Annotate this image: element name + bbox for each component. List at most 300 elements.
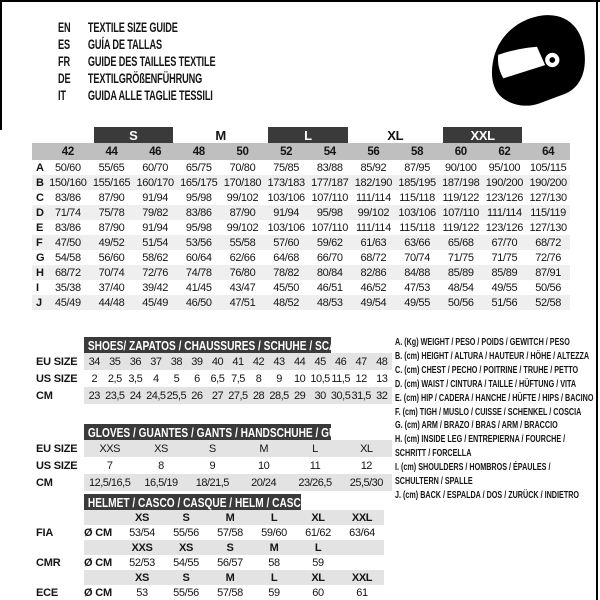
- size-column-header: 62: [483, 143, 527, 160]
- size-column-header: 44: [90, 143, 134, 160]
- measure-value: 95/98: [185, 191, 212, 204]
- size-value: 6: [194, 372, 200, 385]
- size-value: 11: [309, 459, 321, 472]
- legend-line: B. (cm) HEIGHT / ALTURA / HAUTEUR / HÖHE / ALTEZZA: [395, 350, 590, 362]
- measure-value: 111/114: [483, 205, 527, 220]
- legend-line: E. (cm) HIP / CADERA / HANCHE / HÜFTE / HIPS / BACINO: [395, 392, 594, 404]
- measure-value: 91/94: [142, 221, 169, 234]
- measure-value: 56/60: [98, 251, 125, 264]
- language-title: TEXTILE SIZE GUIDE: [87, 20, 178, 35]
- measure-value: 111/114: [355, 191, 391, 204]
- measure-value: 83/86: [54, 191, 81, 204]
- size-value: 8: [158, 459, 164, 472]
- size-value: 24: [125, 387, 146, 404]
- size-value: 37: [146, 353, 167, 370]
- legend-line: I. (cm) SHOULDERS / HOMBROS / ÉPAULES /: [395, 462, 551, 474]
- helmet-size-label: S: [164, 510, 208, 525]
- measure-value: 90/100: [444, 161, 477, 174]
- measure-value: 75/85: [273, 161, 299, 174]
- measure-value: 155/165: [90, 175, 134, 190]
- size-group-M: M: [215, 127, 226, 143]
- helmet-section-title-text: HELMET / CASCO / CASQUE / HELM / CASCO: [87, 495, 309, 510]
- measure-value: 47/53: [404, 281, 430, 294]
- helmet-size-label: S: [164, 570, 208, 585]
- measure-value: 87/95: [404, 161, 430, 174]
- size-row-cm: [32, 387, 392, 404]
- language-row: [58, 87, 215, 104]
- size-value: 12,5/16,5: [84, 474, 135, 491]
- measure-row-B: [32, 175, 570, 190]
- size-column-header: 56: [352, 143, 396, 160]
- measure-row-label: C: [36, 191, 44, 204]
- measure-value: 173/183: [264, 175, 308, 190]
- measure-value: 190/200: [526, 175, 570, 190]
- helmet-size-value: 53: [136, 586, 148, 599]
- size-value: 27,5: [228, 387, 249, 404]
- measure-row-label: G: [36, 251, 45, 264]
- size-column-header: 50: [221, 143, 265, 160]
- measure-value: 50/56: [535, 281, 561, 294]
- measure-value: 51/54: [133, 235, 177, 250]
- measure-value: 70/74: [404, 251, 430, 264]
- size-value: 9: [209, 459, 216, 472]
- measure-value: 119/122: [442, 191, 479, 204]
- shoes-size-table: [32, 353, 392, 404]
- measure-value: 115/118: [399, 191, 435, 204]
- measure-value: 103/106: [395, 205, 439, 220]
- size-value: XXS: [84, 440, 135, 457]
- language-title: TEXTILGRÖßENFÜHRUNG: [87, 71, 203, 86]
- size-value: 7: [106, 459, 113, 472]
- measure-value: 58/62: [142, 251, 169, 264]
- measure-value: 105/115: [529, 161, 567, 174]
- measure-value: 119/122: [442, 221, 479, 234]
- size-value: 2: [91, 372, 98, 385]
- gloves-section-title: [84, 424, 361, 440]
- measure-value: 127/130: [529, 221, 567, 234]
- size-value: 31,5: [351, 387, 372, 404]
- measure-value: 68/72: [360, 251, 387, 264]
- legend-line: J. (cm) BACK / ESPALDA / DOS / ZURÜCK / INDIETRO: [395, 489, 580, 501]
- measure-value: 160/170: [133, 175, 177, 190]
- measure-row-I: [32, 280, 570, 295]
- helmet-size-value: 60: [312, 586, 324, 599]
- size-value: 5: [173, 372, 180, 385]
- measure-value: 54/58: [54, 251, 81, 264]
- language-code: DE: [58, 71, 71, 86]
- language-row: [58, 19, 215, 36]
- measure-value: 65/68: [439, 235, 483, 250]
- size-value: 25,5/30: [341, 474, 392, 491]
- measure-value: 79/82: [133, 205, 177, 220]
- measure-value: 78/82: [264, 265, 308, 280]
- measure-value: 107/110: [311, 221, 349, 234]
- size-column-header: 54: [308, 143, 352, 160]
- legend-line: A. (Kg) WEIGHT / PESO / POIDS / GEWITCH / PESO: [395, 337, 570, 348]
- measure-value: 87/90: [98, 221, 125, 234]
- helmet-size-value: 55/56: [173, 526, 199, 539]
- measure-value: 111/114: [355, 221, 391, 234]
- measure-value: 37/40: [98, 281, 125, 294]
- size-value: 48: [371, 353, 392, 370]
- measure-value: 51/56: [483, 295, 527, 310]
- helmet-org-label: ECE: [36, 586, 59, 599]
- size-row-eu-size: [32, 353, 392, 370]
- shoes-section-title: [84, 337, 358, 353]
- helmet-size-value: 57/58: [217, 526, 243, 539]
- size-column-header: 48: [177, 143, 221, 160]
- helmet-size-label: M: [208, 510, 252, 525]
- helmet-size-label: XXS: [120, 540, 164, 555]
- size-value: 8: [255, 372, 262, 385]
- measure-row-label: J: [32, 295, 46, 310]
- size-value: 13: [376, 372, 388, 385]
- measure-value: 43/47: [229, 281, 256, 294]
- measure-value: 45/49: [133, 295, 177, 310]
- size-value: 36: [125, 353, 146, 370]
- gloves-size-table: [32, 440, 392, 491]
- measure-value: 115/118: [399, 221, 435, 234]
- measure-value: 46/51: [316, 281, 343, 294]
- size-value: 28,5: [269, 387, 290, 404]
- frame-border-left: [0, 0, 2, 130]
- measure-value: 123/126: [485, 191, 524, 204]
- size-value: 43: [269, 353, 290, 370]
- measure-value: 187/198: [439, 175, 483, 190]
- size-group-L: L: [264, 127, 351, 143]
- helmet-size-value: 59: [268, 586, 280, 599]
- helmet-icon: [487, 13, 589, 107]
- measure-value: 74/78: [177, 265, 221, 280]
- helmet-value-row-ECE: [32, 585, 384, 600]
- size-value: 12: [355, 372, 367, 385]
- size-value: 24,5: [146, 387, 167, 404]
- measure-value: 48/52: [264, 295, 308, 310]
- numeric-size-row: [32, 143, 570, 160]
- helmet-size-table: [32, 510, 384, 600]
- measure-row-label: F: [32, 235, 46, 250]
- size-group-header-row: [32, 127, 570, 143]
- textile-size-table: [32, 127, 570, 310]
- size-value: 9: [276, 372, 282, 385]
- helmet-size-value: [340, 555, 384, 570]
- helmet-value-row-FIA: [32, 525, 384, 540]
- helmet-size-label: S: [208, 540, 252, 555]
- size-value: XL: [341, 440, 392, 457]
- measure-value: 46/50: [177, 295, 221, 310]
- size-value: 28: [248, 387, 269, 404]
- size-value: 10,5: [310, 372, 330, 385]
- measure-value: 49/52: [90, 235, 134, 250]
- measure-value: 182/190: [352, 175, 396, 190]
- measure-value: 44/48: [90, 295, 134, 310]
- size-value: 40: [207, 353, 228, 370]
- size-value: 11,5: [331, 372, 350, 385]
- helmet-size-value: 57/58: [217, 586, 243, 599]
- measure-row-G: [32, 250, 570, 265]
- size-row-label: CM: [32, 387, 84, 404]
- helmet-size-value: 58: [268, 556, 280, 569]
- size-row-label: CM: [32, 474, 84, 491]
- measure-value: 75/78: [90, 205, 134, 220]
- measure-value: 127/130: [529, 191, 567, 204]
- language-row: [58, 70, 215, 87]
- measure-value: 170/180: [221, 175, 265, 190]
- measure-value: 99/102: [352, 205, 396, 220]
- measure-value: 48/53: [308, 295, 352, 310]
- helmet-size-label: XXL: [340, 510, 384, 525]
- measure-value: 107/110: [439, 205, 483, 220]
- measure-value: 63/66: [395, 235, 439, 250]
- measure-value: 49/55: [491, 281, 518, 294]
- size-column-header: 52: [264, 143, 308, 160]
- helmet-unit-label: Ø CM: [84, 556, 112, 569]
- size-value: 38: [166, 353, 187, 370]
- helmet-size-value: 61/62: [305, 526, 331, 539]
- helmet-org-label: FIA: [36, 526, 54, 539]
- measure-value: 46/52: [360, 281, 387, 294]
- size-row-label: EU SIZE: [32, 353, 84, 370]
- measure-row-E: [32, 220, 570, 235]
- measure-value: 47/50: [46, 235, 90, 250]
- language-title: GUIDE DES TAILLES TEXTILE: [87, 54, 216, 69]
- size-value: 10: [258, 459, 270, 472]
- measure-row-label: A: [36, 161, 44, 174]
- measure-value: 103/106: [267, 221, 305, 234]
- size-value: 42: [248, 353, 269, 370]
- measure-value: 35/38: [54, 281, 81, 294]
- measure-value: 87/90: [221, 205, 265, 220]
- helmet-size-value: 53/54: [129, 526, 155, 539]
- helmet-size-value: 59/60: [261, 526, 287, 539]
- helmet-size-row-ECE: [32, 570, 384, 585]
- size-column-header: 42: [46, 143, 90, 160]
- measure-value: 60/70: [142, 161, 169, 174]
- size-value: 47: [351, 353, 372, 370]
- measure-value: 123/126: [485, 221, 524, 234]
- legend-line: C. (cm) CHEST / PECHO / POITRINE / TRUHE / PETTO: [395, 364, 579, 376]
- measure-value: 70/74: [90, 265, 134, 280]
- helmet-size-label: L: [252, 510, 296, 525]
- measure-value: 165/175: [177, 175, 221, 190]
- measure-value: 48/54: [447, 281, 474, 294]
- helmet-unit-label: Ø CM: [84, 526, 112, 539]
- size-value: 35: [105, 353, 126, 370]
- helmet-size-value: 52/53: [129, 556, 155, 569]
- helmet-size-value: 56/57: [217, 556, 243, 569]
- size-value: 44: [289, 353, 310, 370]
- size-group-XXL: XXL: [439, 127, 526, 143]
- measure-value: 64/68: [273, 251, 299, 264]
- size-column-header: 58: [395, 143, 439, 160]
- measure-value: 99/102: [226, 191, 259, 204]
- size-row-cm: [32, 474, 392, 491]
- measure-value: 190/200: [483, 175, 527, 190]
- language-title-list: [58, 19, 215, 104]
- size-value: 34: [84, 353, 105, 370]
- shoes-section-title-text: SHOES/ ZAPATOS / CHAUSSURES / SCHUHE / SCARPE: [87, 338, 358, 353]
- size-value: 12: [360, 459, 372, 472]
- measure-row-label: B: [32, 175, 46, 190]
- measure-value: 84/88: [395, 265, 439, 280]
- legend-line: D. (cm) WAIST / CINTURA / TAILLE / HÜFTUNG / VITA: [395, 378, 577, 390]
- measure-value: 45/50: [273, 281, 299, 294]
- legend-line: SCHULTERN / SPALLE: [395, 476, 473, 488]
- size-row-label: US SIZE: [36, 372, 78, 385]
- helmet-size-row-CMR: [32, 540, 384, 555]
- size-value: 26: [187, 387, 208, 404]
- size-row-us-size: [32, 370, 392, 387]
- language-code: FR: [58, 54, 70, 69]
- measure-value: 70/80: [229, 161, 256, 174]
- measure-row-J: [32, 295, 570, 310]
- helmet-size-label: XL: [296, 570, 340, 585]
- measurement-legend: [395, 336, 600, 503]
- size-group-S: S: [90, 127, 177, 143]
- measure-value: 68/72: [46, 265, 90, 280]
- measure-value: 72/76: [535, 251, 561, 264]
- size-value: 41: [228, 353, 249, 370]
- measure-value: 60/64: [185, 251, 212, 264]
- measure-value: 82/86: [352, 265, 396, 280]
- measure-value: 66/70: [316, 251, 343, 264]
- size-value: 39: [187, 353, 208, 370]
- size-value: 29: [289, 387, 310, 404]
- measure-value: 76/80: [221, 265, 265, 280]
- size-value: 23: [84, 387, 105, 404]
- measure-value: 61/63: [352, 235, 396, 250]
- size-value: 46: [330, 353, 351, 370]
- helmet-size-label: M: [208, 570, 252, 585]
- helmet-size-label: XXL: [340, 570, 384, 585]
- measure-value: 87/90: [98, 191, 125, 204]
- measure-value: 115/119: [526, 205, 570, 220]
- measure-value: 49/55: [395, 295, 439, 310]
- measure-value: 59/62: [308, 235, 352, 250]
- measure-value: 107/110: [311, 191, 349, 204]
- helmet-unit-label: Ø CM: [84, 586, 112, 599]
- measure-value: 95/98: [185, 221, 212, 234]
- measure-row-C: [32, 190, 570, 205]
- measure-value: 85/89: [483, 265, 527, 280]
- measure-row-A: [32, 160, 570, 175]
- measure-row-label: I: [36, 281, 39, 294]
- legend-line: SCHRITT / FORCELLA: [395, 448, 472, 460]
- measure-value: 91/94: [264, 205, 308, 220]
- language-title: GUÍA DE TALLAS: [87, 37, 163, 52]
- measure-value: 103/106: [267, 191, 305, 204]
- size-column-header: 64: [526, 143, 570, 160]
- measure-value: 71/75: [447, 251, 474, 264]
- size-value: 45: [310, 353, 331, 370]
- size-value: 23/26,5: [289, 474, 340, 491]
- measure-value: 41/45: [185, 281, 212, 294]
- measure-value: 177/187: [308, 175, 352, 190]
- size-value: S: [187, 440, 238, 457]
- measure-row-F: [32, 235, 570, 250]
- size-value: 10: [293, 372, 306, 385]
- measure-value: 87/91: [526, 265, 570, 280]
- size-value: 4: [153, 372, 159, 385]
- helmet-size-label: XS: [120, 510, 164, 525]
- size-value: 3,5: [128, 372, 143, 385]
- measure-value: 49/54: [352, 295, 396, 310]
- helmet-size-value: 61: [356, 586, 368, 599]
- measure-value: 150/160: [46, 175, 90, 190]
- size-value: XS: [135, 440, 186, 457]
- measure-value: 67/70: [483, 235, 527, 250]
- frame-border-top: [0, 0, 600, 2]
- measure-value: 39/42: [142, 281, 169, 294]
- helmet-size-label: XL: [296, 510, 340, 525]
- measure-value: 71/75: [491, 251, 518, 264]
- helmet-size-label: M: [252, 540, 296, 555]
- measure-value: 55/65: [98, 161, 125, 174]
- measure-value: 55/58: [221, 235, 265, 250]
- size-value: M: [238, 440, 289, 457]
- helmet-size-value: 55/56: [173, 586, 199, 599]
- size-value: 6,5: [210, 372, 225, 385]
- size-value: 18/21,5: [187, 474, 238, 491]
- language-code: ES: [58, 37, 70, 52]
- size-value: 2,5: [107, 372, 122, 385]
- size-column-header: 46: [133, 143, 177, 160]
- helmet-org-label: CMR: [36, 556, 61, 569]
- measure-value: 45/49: [46, 295, 90, 310]
- size-value: 32: [371, 387, 392, 404]
- measure-value: 85/92: [360, 161, 387, 174]
- measure-value: 83/88: [316, 161, 343, 174]
- size-group-XL: XL: [387, 127, 404, 143]
- size-value: 20/24: [238, 474, 289, 491]
- measure-row-label: D: [32, 205, 46, 220]
- helmet-size-label: [340, 540, 384, 555]
- measure-value: 83/86: [177, 205, 221, 220]
- language-row: [58, 36, 215, 53]
- helmet-section-title: [84, 494, 309, 510]
- helmet-size-value: 63/64: [349, 526, 375, 539]
- measure-value: 68/72: [526, 235, 570, 250]
- measure-value: 62/66: [229, 251, 256, 264]
- language-code: IT: [58, 88, 66, 103]
- size-value: 7,5: [231, 372, 245, 385]
- measure-value: 185/195: [395, 175, 439, 190]
- legend-line: F. (cm) TIGH / MUSLO / CUISSE / SCHENKEL / COSCIA: [395, 406, 582, 418]
- gloves-section-title-text: GLOVES / GUANTES / GANTS / HANDSCHUHE / GUANTI: [87, 425, 361, 440]
- size-value: 27: [207, 387, 228, 404]
- measure-value: 53/56: [177, 235, 221, 250]
- size-row-label: EU SIZE: [32, 440, 84, 457]
- helmet-size-row-FIA: [32, 510, 384, 525]
- measure-row-label: E: [36, 221, 44, 234]
- measure-value: 99/102: [226, 221, 259, 234]
- measure-value: 47/51: [221, 295, 265, 310]
- language-title: GUIDA ALLE TAGLIE TESSILI: [87, 88, 213, 103]
- size-column-header: 60: [439, 143, 483, 160]
- measure-value: 85/89: [439, 265, 483, 280]
- measure-value: 52/58: [526, 295, 570, 310]
- measure-row-H: [32, 265, 570, 280]
- helmet-size-label: L: [296, 540, 340, 555]
- measure-value: 95/100: [488, 161, 521, 174]
- measure-value: 50/56: [439, 295, 483, 310]
- legend-line: G. (cm) ARM / BRAZO / BRAS / ARM / BRACCIO: [395, 420, 558, 432]
- measure-value: 80/84: [308, 265, 352, 280]
- helmet-size-label: L: [252, 570, 296, 585]
- measure-value: 50/60: [54, 161, 81, 174]
- size-value: 23,5: [105, 387, 126, 404]
- measure-value: 72/76: [133, 265, 177, 280]
